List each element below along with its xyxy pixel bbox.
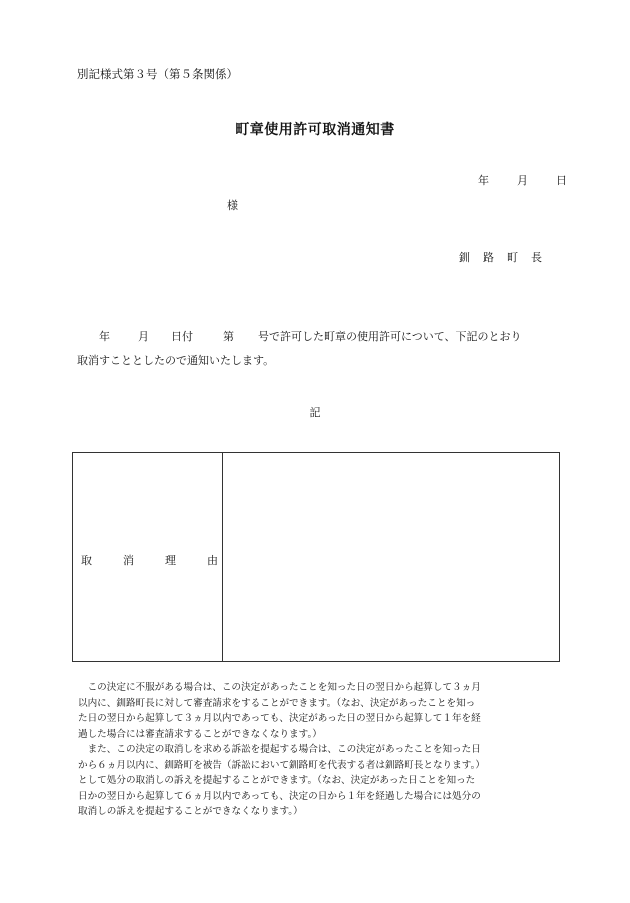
- issuer-char: 路: [483, 251, 494, 264]
- issuer-char: 釧: [459, 251, 470, 264]
- notice-line: 取消しの訴えを提起することができなくなります。）: [78, 806, 303, 817]
- body-date-suffix: 日付: [171, 330, 193, 343]
- body-line1-rest: 号で許可した町章の使用許可について、下記のとおり: [258, 330, 522, 343]
- issuer-title: [459, 249, 542, 265]
- reason-label-char: 由: [207, 554, 218, 567]
- reason-label-char: 取: [81, 554, 92, 567]
- notice-line: また、この決定の取消しを求める訴訟を提起する場合は、この決定があったことを知った日: [78, 744, 481, 755]
- notice-line: 過した場合には審査請求することができなくなります。）: [78, 728, 322, 740]
- body-text-line-1: [99, 328, 522, 344]
- body-number-prefix: 第: [223, 330, 234, 343]
- date-day-label: 日: [556, 174, 567, 187]
- date-line: [478, 172, 567, 188]
- cancellation-reason-label: [81, 552, 218, 568]
- notice-line: から６ヵ月以内に、釧路町を被告（訴訟において釧路町を代表する者は釧路町長となります。）: [78, 759, 485, 771]
- notice-line: 以内に、釧路町長に対して審査請求をすることができます。（なお、決定があったことを知っ: [78, 697, 476, 709]
- notice-line: た日の翌日から起算して３ヵ月以内であっても、決定があった日の翌日から起算して１年を経: [78, 713, 481, 724]
- reason-label-char: 消: [123, 554, 134, 567]
- appeal-notice: [78, 680, 568, 820]
- form-number: 別記様式第３号（第５条関係）: [77, 67, 238, 81]
- date-month-label: 月: [517, 174, 528, 187]
- document-title: 町章使用許可取消通知書: [235, 122, 395, 138]
- table-divider: [222, 453, 223, 661]
- body-month-label: 月: [138, 330, 149, 343]
- issuer-char: 町: [507, 251, 518, 264]
- body-year-label: 年: [99, 330, 110, 343]
- notice-line: この決定に不服がある場合は、この決定があったことを知った日の翌日から起算して３ヵ月: [78, 682, 481, 693]
- record-heading: 記: [309, 406, 321, 419]
- body-text-line-2: 取消すこととしたので通知いたします。: [77, 354, 275, 367]
- reason-label-char: 理: [165, 554, 176, 567]
- notice-line: として処分の取消しの訴えを提起することができます。（なお、決定があった日ことを知った: [78, 775, 476, 786]
- cancellation-reason-table: [72, 452, 560, 662]
- notice-line: 日かの翌日から起算して６ヵ月以内であっても、決定の日から１年を経過した場合には処分の: [78, 790, 481, 802]
- addressee-honorific: 様: [227, 199, 238, 212]
- issuer-char: 長: [531, 251, 542, 264]
- date-year-label: 年: [478, 174, 489, 187]
